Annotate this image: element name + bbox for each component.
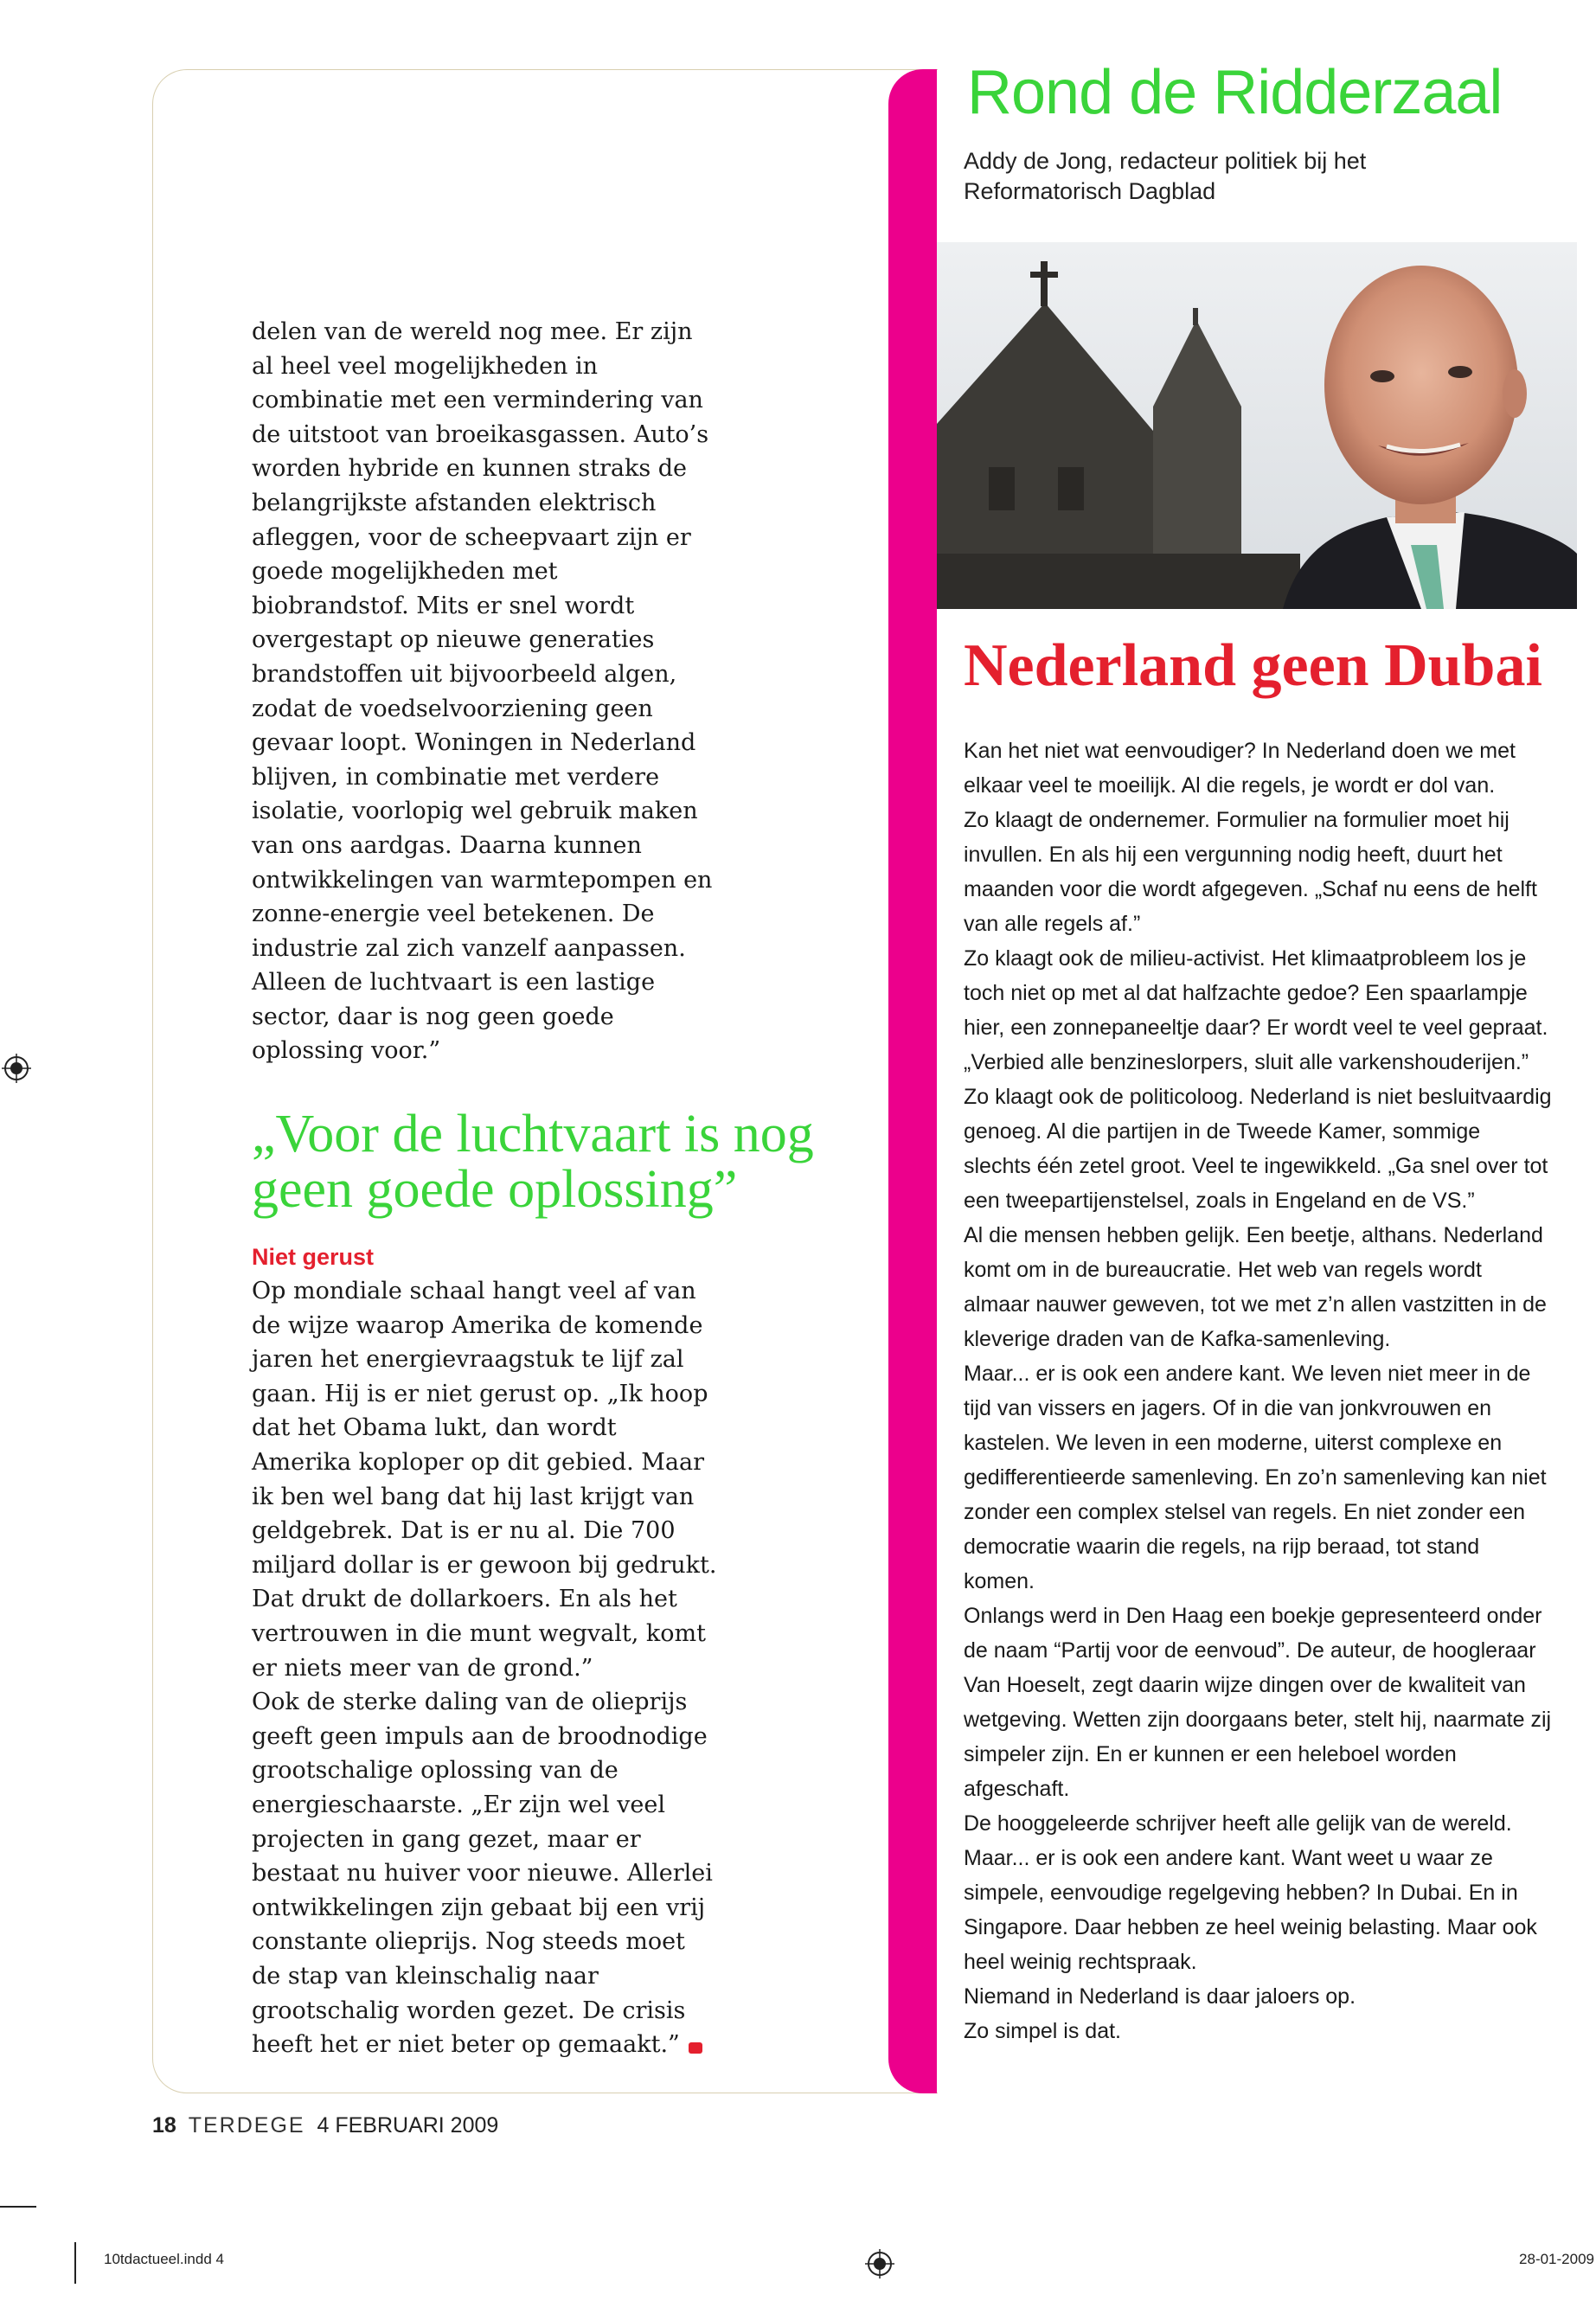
column-paragraph: Onlangs werd in Den Haag een boekje gepresenteerd onder de naam “Partij voor de eenvoud”. De auteur, de hoogleraar Van Hoeselt, zegt daarin wijze dingen over de kwaliteit van wetgeving. Wetten zijn doorgaans beter, stelt hij, naarmate zij simpeler zijn. En er kunnen er een heleboel worden afgeschaft.: [964, 1604, 1552, 1801]
registration-mark-icon: [2, 1054, 31, 1083]
column-paragraph: Maar... er is ook een andere kant. Want weet u waar ze simpele, eenvoudige regelgeving hebben? In Dubai. En in Singapore. Daar hebben ze heel weinig belasting. Maar ook heel weinig rechtspraak.: [964, 1846, 1537, 1974]
column-paragraph: Maar... er is ook een andere kant. We leven niet meer in de tijd van vissers en jagers. Of in die van jonkvrouwen en kastelen. We leven in een moderne, uiterst complexe en gedifferentieerde samenleving. En zo’n samenleving kan niet zonder een complex stelsel van regels. En niet zonder een democratie waarin die regels, na rijp beraad, tot stand komen.: [964, 1362, 1547, 1593]
article-paragraph-text: Ook de sterke daling van de olieprijs geeft geen impuls aan de broodnodige grootschalige oplossing van de energieschaarste. „Er zijn wel veel projecten in gang gezet, maar er bestaat nu huiver voor nieuwe. Allerlei ontwikkelingen zijn gebaat bij een vrij constante olieprijs. Nog steeds moet de stap van kleinschalig naar grootschalig worden gezet. De crisis heeft het er niet beter op gemaakt.”: [252, 1689, 713, 2059]
column-paragraph: Zo klaagt de ondernemer. Formulier na formulier moet hij invullen. En als hij een vergunning nodig heeft, duurt het maanden voor die wordt afgegeven. „Schaf nu eens de helft van alle regels af.”: [964, 808, 1537, 936]
magazine-name: TERDEGE: [188, 2113, 305, 2138]
article-paragraph: Op mondiale schaal hangt veel af van de wijze waarop Amerika de komende jaren het energievraagstuk te lijf zal gaan. Hij is er niet gerust op. „Ik hoop dat het Obama lukt, dan wordt Amerika koploper op dit gebied. Maar ik ben wel bang dat hij last krijgt van geldgebrek. Dat is er nu al. Die 700 miljard dollar is er gewoon bij gedrukt. Dat drukt de dollarkoers. En als het vertrouwen in die munt wegvalt, komt er niets meer van de grond.”: [252, 1278, 717, 1682]
article-left-column: [252, 315, 814, 2062]
column-paragraph: Zo simpel is dat.: [964, 2019, 1122, 2043]
article-right-column: [964, 734, 1552, 2048]
column-paragraph: Niemand in Nederland is daar jaloers op.: [964, 1984, 1356, 2009]
section-subhead: Niet gerust: [252, 1244, 375, 1271]
author-photo: [937, 242, 1577, 609]
article-paragraph-final: [252, 1685, 719, 2062]
registration-mark-icon: [865, 2249, 894, 2279]
column-byline: Addy de Jong, redacteur politiek bij het Reformatorisch Dagblad: [964, 148, 1367, 204]
trim-mark: [0, 2206, 36, 2208]
column-paragraph: Kan het niet wat eenvoudiger? In Nederland doen we met elkaar veel te moeilijk. Al die regels, je wordt er dol van.: [964, 739, 1516, 798]
article-intro-paragraph: delen van de wereld nog mee. Er zijn al heel veel mogelijkheden in combinatie met een vermindering van de uitstoot van broeikasgassen. Auto’s worden hybride en kunnen straks de belangrijkste afstanden elektrisch afleggen, voor de scheepvaart zijn er goede mogelijkheden met biobrandstof. Mits er snel wordt overgestapt op nieuwe generaties brandstoffen uit bijvoorbeeld algen, zodat de voedselvoorziening geen gevaar loopt. Woningen in Nederland blijven, in combinatie met verdere isolatie, voorlopig wel gebruik maken van ons aardgas. Daarna kunnen ontwikkelingen van warmtepompen en zonne-energie veel betekenen. De industrie zal zich vanzelf aanpassen. Alleen de luchtvaart is een lastige sector, daar is nog geen goede oplossing voor.”: [252, 318, 713, 1065]
column-title: Rond de Ridderzaal: [967, 58, 1503, 127]
magenta-bar: [888, 69, 937, 2093]
column-paragraph: Zo klaagt ook de politicoloog. Nederland is niet besluitvaardig genoeg. Al die partijen in de Tweede Kamer, sommige slechts één zetel groot. Veel te ingewikkeld. „Ga snel over tot een tweepartijenstelsel, zoals in Engeland en de VS.”: [964, 1085, 1552, 1213]
end-mark-icon: [689, 2042, 702, 2054]
slug-date: 28-01-2009: [1519, 2251, 1594, 2267]
page-folio: [152, 2113, 498, 2138]
trim-mark: [74, 2242, 76, 2284]
pull-quote: „Voor de luchtvaart is nog geen goede oplossing”: [252, 1105, 814, 1220]
column-paragraph: Zo klaagt ook de milieu-activist. Het klimaatprobleem los je toch niet op met al dat halfzachte gedoe? Een spaarlampje hier, een zonnepaneeltje daar? Er wordt veel te veel gepraat. „Verbied alle benzineslorpers, sluit alle varkenshouderijen.”: [964, 946, 1548, 1074]
article-headline: Nederland geen Dubai: [964, 632, 1542, 699]
page-number: 18: [152, 2113, 176, 2138]
column-paragraph: De hooggeleerde schrijver heeft alle gelijk van de wereld.: [964, 1811, 1512, 1836]
issue-date: 4 FEBRUARI 2009: [317, 2113, 499, 2138]
slug-filename: 10tdactueel.indd 4: [104, 2251, 224, 2267]
column-paragraph: Al die mensen hebben gelijk. Een beetje, althans. Nederland komt om in de bureaucratie. Het web van regels wordt almaar nauwer geweven, tot we met z’n allen vastzitten in de kleverige draden van de Kafka-samenleving.: [964, 1223, 1547, 1351]
